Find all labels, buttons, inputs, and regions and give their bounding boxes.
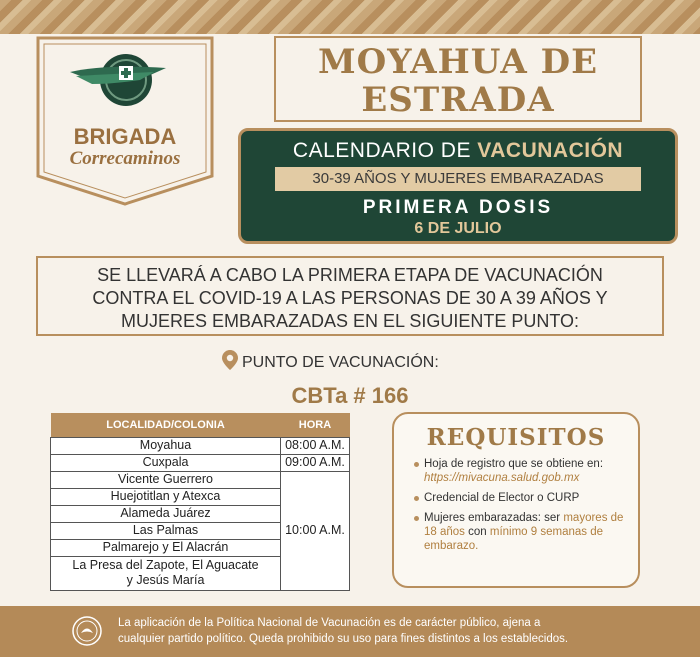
localidad-cell: Cuxpala <box>51 454 281 471</box>
bullet-icon <box>414 516 419 521</box>
brigada-badge <box>36 36 214 206</box>
localidad-cell <box>51 556 281 590</box>
vaccination-point-name: CBTa # 166 <box>291 383 409 408</box>
bullet-icon <box>414 462 419 467</box>
requirement-text: Credencial de Elector o CURP <box>424 492 580 504</box>
title-line-2: ESTRADA <box>361 80 555 120</box>
brand-brigada-text: BRIGADA <box>73 124 177 149</box>
mexico-seal-icon <box>72 616 102 646</box>
list-item <box>414 457 626 485</box>
localidad-line-1: La Presa del Zapote, El Aguacate <box>72 558 259 572</box>
localidad-cell: Huejotitlan y Atexca <box>51 488 281 505</box>
requirements-box <box>392 412 640 588</box>
decorative-top-band <box>0 0 700 34</box>
table-row <box>51 454 350 471</box>
list-item <box>414 491 626 505</box>
localidad-cell: Moyahua <box>51 437 281 454</box>
hora-cell: 09:00 A.M. <box>281 454 350 471</box>
requirement-age: mayores de 18 años <box>424 512 624 538</box>
table-row <box>51 437 350 454</box>
announcement-box <box>36 256 664 336</box>
requirements-list <box>414 457 638 553</box>
requirements-title: REQUISITOS <box>426 424 606 451</box>
footer-band <box>0 606 700 657</box>
localidad-line-2: y Jesús María <box>126 573 205 587</box>
localidad-cell: Palmarejo y El Alacrán <box>51 539 281 556</box>
announcement-line-2: CONTRA EL COVID-19 A LAS PERSONAS DE 30 A 39 AÑOS Y <box>92 288 608 308</box>
calendar-title-highlight: VACUNACIÓN <box>477 139 624 162</box>
header-hora: HORA <box>281 413 350 437</box>
calendar-title-prefix: CALENDARIO DE <box>292 139 478 162</box>
vaccination-point-text: PUNTO DE VACUNACIÓN: <box>242 354 439 371</box>
footer-line-2: cualquier partido político. Queda prohibido su uso para fines distintos a los establecidos. <box>118 633 569 645</box>
announcement-line-3: MUJERES EMBARAZADAS EN EL SIGUIENTE PUNTO: <box>120 311 580 331</box>
header-localidad: LOCALIDAD/COLONIA <box>51 413 281 437</box>
brand-correcaminos-text: Correcaminos <box>69 148 181 169</box>
municipality-title-box <box>274 36 642 122</box>
localidad-cell: Alameda Juárez <box>51 505 281 522</box>
vaccination-date: 6 DE JULIO <box>414 220 502 237</box>
bullet-icon <box>414 496 419 501</box>
calendar-box <box>238 128 678 244</box>
vaccination-point-label <box>222 350 439 372</box>
localidad-cell: Las Palmas <box>51 522 281 539</box>
schedule-table <box>50 413 350 591</box>
schedule-header-row <box>51 413 350 437</box>
hora-merged-cell: 10:00 A.M. <box>281 471 350 590</box>
footer-line-1: La aplicación de la Política Nacional de Vacunación es de carácter público, ajena a <box>118 617 541 629</box>
requirement-weeks: mínimo 9 semanas de embarazo. <box>424 526 604 552</box>
badge-shield-shape <box>36 36 214 206</box>
table-row <box>51 471 350 488</box>
requirement-text: Mujeres embarazadas: ser <box>424 512 564 524</box>
localidad-cell: Vicente Guerrero <box>51 471 281 488</box>
age-group-strip: 30-39 AÑOS Y MUJERES EMBARAZADAS <box>275 167 641 191</box>
requirement-text: Hoja de registro que se obtiene en: <box>424 458 604 470</box>
title-line-1: MOYAHUA DE <box>317 42 599 82</box>
hora-cell: 08:00 A.M. <box>281 437 350 454</box>
registration-link[interactable]: https://mivacuna.salud.gob.mx <box>424 472 580 484</box>
list-item <box>414 511 626 553</box>
announcement-line-1: SE LLEVARÁ A CABO LA PRIMERA ETAPA DE VACUNACIÓN <box>97 265 603 285</box>
location-pin-icon <box>222 350 238 370</box>
calendar-title <box>241 139 675 163</box>
dose-label: PRIMERA DOSIS <box>362 197 554 218</box>
footer-disclaimer <box>118 615 678 647</box>
requirement-connector: con <box>464 526 490 538</box>
